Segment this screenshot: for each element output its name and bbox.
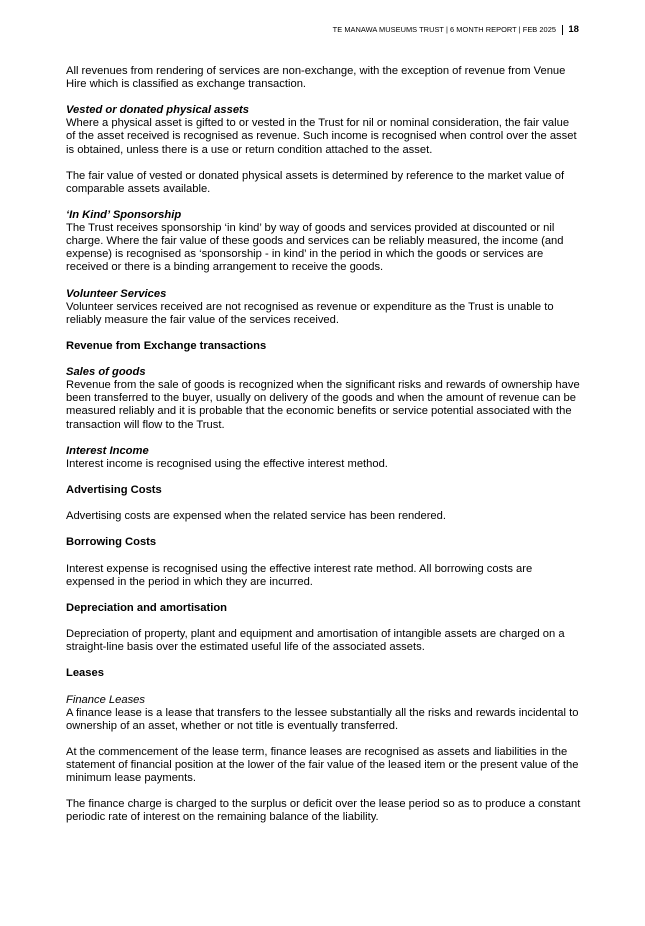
heading-depreciation: Depreciation and amortisation: [66, 601, 228, 614]
report-title: TE MANAWA MUSEUMS TRUST | 6 MONTH REPORT | FEB 2025: [332, 25, 557, 34]
paragraph-depreciation: Depreciation of property, plant and equipment and amortisation of intangible assets are charged on a straight-line basis over the estimated useful life of the associated assets.: [66, 628, 565, 654]
paragraph-vested-assets-1: Where a physical asset is gifted to or vested in the Trust for nil or nominal consideration, the fair value of the asset received is recognised as revenue. Such income is recognised when control over the asset is obtained, unless there is a use or return condition attached to the asset.: [66, 117, 577, 156]
paragraph-finance-leases-3: The finance charge is charged to the surplus or deficit over the lease period so as to produce a constant periodic rate of interest on the remaining balance of the liability.: [66, 798, 581, 824]
paragraph-volunteer-services: Volunteer services received are not recognised as revenue or expenditure as the Trust is unable to reliably measure the fair value of the services received.: [66, 300, 554, 326]
heading-borrowing-costs: Borrowing Costs: [66, 536, 157, 549]
heading-interest-income: Interest Income: [66, 444, 149, 457]
paragraph-vested-assets-2: The fair value of vested or donated physical assets is determined by reference to the market value of comparable assets available.: [66, 169, 565, 195]
paragraph-borrowing-costs: Interest expense is recognised using the effective interest rate method. All borrowing costs are expensed in the period in which they are incurred.: [66, 562, 533, 588]
heading-volunteer-services: Volunteer Services: [66, 287, 167, 300]
paragraph-sales-of-goods: Revenue from the sale of goods is recognized when the significant risks and rewards of ownership have been transferred to the buyer, usually on delivery of the goods and when the amount of revenue can be measured reliably and it is probable that the economic benefits or service potential associated with the transaction will flow to the Trust.: [66, 379, 580, 431]
heading-revenue-exchange: Revenue from Exchange transactions: [66, 339, 267, 352]
paragraph-finance-leases-1: A finance lease is a lease that transfers to the lessee substantially all the risks and rewards incidental to ownership of an asset, whether or not title is eventually transferred.: [66, 706, 579, 732]
paragraph-interest-income: Interest income is recognised using the effective interest method.: [66, 457, 388, 470]
paragraph-in-kind-sponsorship: The Trust receives sponsorship ‘in kind’ by way of goods and services provided at discounted or nil charge. Where the fair value of these goods and services can be reliably measured, the income (and expense) is recognised as ‘sponsorship - in kind’ in the period in which the goods or services are received or there is a binding arrangement to receive the goods.: [66, 222, 564, 274]
heading-advertising-costs: Advertising Costs: [66, 484, 162, 496]
heading-finance-leases: Finance Leases: [66, 693, 145, 706]
heading-sales-of-goods: Sales of goods: [66, 366, 146, 379]
heading-vested-assets: Vested or donated physical assets: [66, 104, 250, 117]
paragraph-revenue-services: All revenues from rendering of services are non-exchange, with the exception of revenue from Venue Hire which is classified as exchange transaction.: [66, 65, 566, 91]
page-header: [333, 24, 579, 35]
heading-in-kind-sponsorship: ‘In Kind’ Sponsorship: [66, 209, 182, 222]
document-body: [66, 65, 581, 824]
paragraph-advertising-costs: Advertising costs are expensed when the related service has been rendered.: [66, 510, 446, 523]
heading-leases: Leases: [66, 667, 104, 680]
header-divider: [562, 25, 563, 35]
paragraph-finance-leases-2: At the commencement of the lease term, finance leases are recognised as assets and liabilities in the statement of financial position at the lower of the fair value of the leased item or the present value of the minimum lease payments.: [66, 745, 579, 785]
page-number: 18: [568, 24, 579, 35]
